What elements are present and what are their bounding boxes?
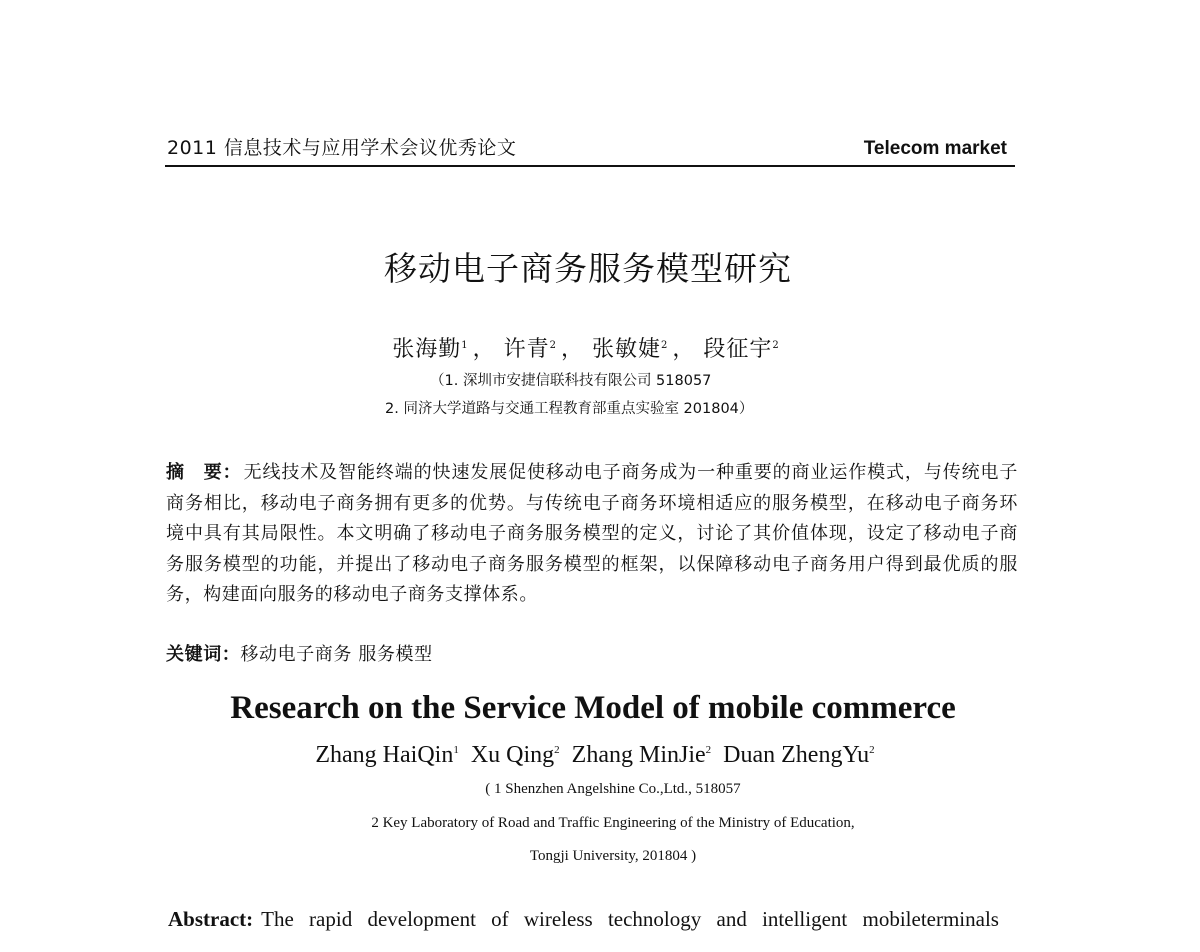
author-superscript: 2 — [869, 744, 875, 756]
chinese-keywords — [166, 640, 433, 666]
author-superscript: 2 — [661, 339, 669, 351]
english-title: Research on the Service Model of mobile commerce — [230, 690, 956, 726]
author-name: 段征宇 — [703, 337, 773, 362]
chinese-title: 移动电子商务服务模型研究 — [384, 249, 792, 288]
journal-label: Telecom market — [863, 138, 1007, 159]
chinese-affiliation-2: 2. 同济大学道路与交通工程教育部重点实验室 201804） — [385, 401, 754, 417]
conference-label: 2011 信息技术与应用学术会议优秀论文 — [167, 137, 517, 159]
chinese-authors — [0, 332, 1176, 363]
author-name: Zhang MinJie — [571, 742, 706, 768]
author-superscript: 2 — [772, 339, 780, 351]
abstract-label: Abstract: — [168, 907, 254, 931]
chinese-abstract — [166, 458, 1018, 611]
chinese-affiliation-1: （1. 深圳市安捷信联科技有限公司 518057 — [430, 373, 712, 389]
author-superscript: 1 — [461, 339, 469, 351]
author-separator: ， — [672, 337, 696, 362]
author-name: 许青 — [503, 337, 550, 362]
author-name: Duan ZhengYu — [723, 742, 870, 768]
english-affiliation-2: 2 Key Laboratory of Road and Traffic Engineering of the Ministry of Education, — [371, 815, 855, 831]
author-name: 张敏婕 — [592, 337, 662, 362]
running-header — [165, 133, 1015, 167]
english-authors — [0, 742, 1196, 769]
keywords-label: 关键词： — [166, 644, 241, 665]
author-name: Zhang HaiQin — [315, 742, 454, 768]
abstract-label: 摘 要： — [166, 462, 242, 483]
keywords-text: 移动电子商务 服务模型 — [240, 644, 433, 665]
author-superscript: 2 — [549, 339, 557, 351]
author-separator: ， — [560, 337, 584, 362]
author-name: 张海勤 — [392, 337, 462, 362]
author-superscript: 1 — [453, 744, 459, 756]
author-separator: ， — [472, 337, 496, 362]
author-superscript: 2 — [554, 744, 560, 756]
english-affiliation-3: Tongji University, 201804 ) — [529, 848, 697, 864]
english-abstract — [168, 907, 1018, 932]
author-name: Xu Qing — [470, 742, 555, 768]
english-affiliation-1: ( 1 Shenzhen Angelshine Co.,Ltd., 518057 — [485, 781, 741, 797]
author-superscript: 2 — [705, 744, 712, 756]
abstract-text: The rapid development of wireless technology and intelligent mobileterminals — [261, 907, 999, 931]
abstract-text: 无线技术及智能终端的快速发展促使移动电子商务成为一种重要的商业运作模式，与传统电子商务相比，移动电子商务拥有更多的优势。与传统电子商务环境相适应的服务模型，在移动电子商务环境中具有其局限性。本文明确了移动电子商务服务模型的定义，讨论了其价值体现，设定了移动电子商务服务模型的功能，并提出了移动电子商务服务模型的框架，以保障移动电子商务用户得到最优质的服务，构建面向服务的移动电子商务支撑体系。 — [166, 462, 1018, 606]
